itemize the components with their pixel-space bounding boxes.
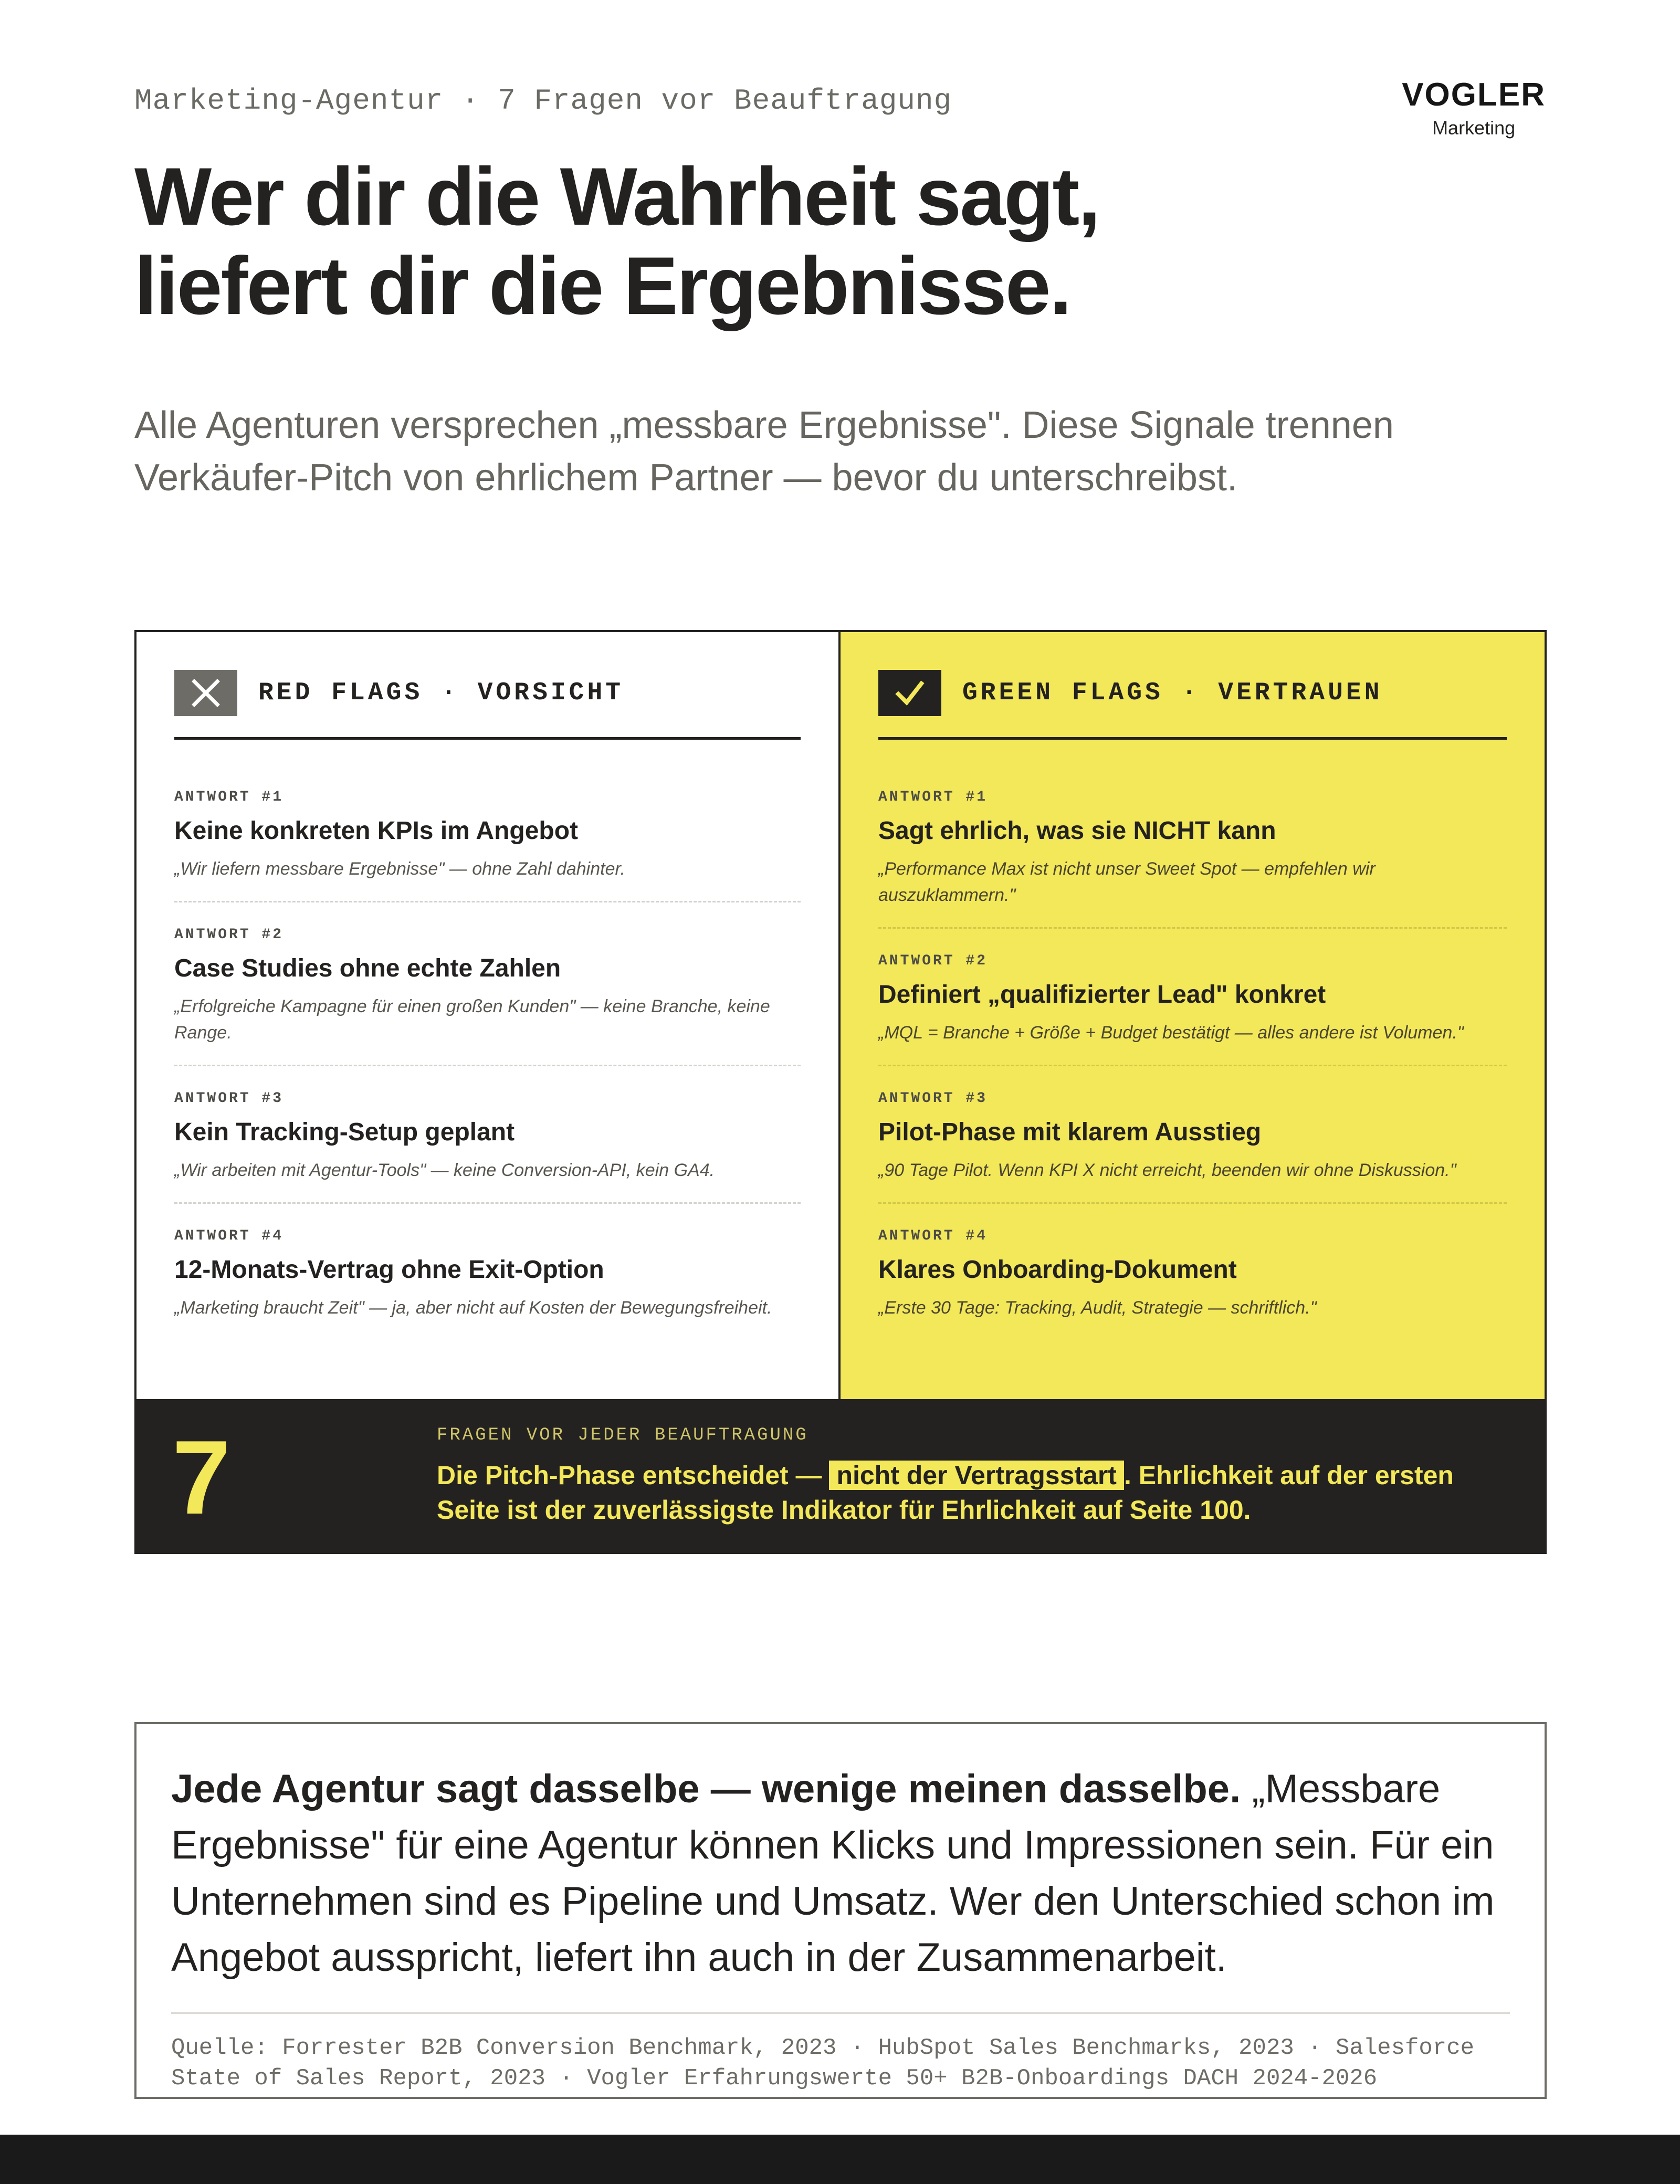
summary-bold-lead: Jede Agentur sagt dasselbe — wenige meinen dasselbe. <box>171 1767 1241 1811</box>
summary-body: „Messbare Ergebnisse" für eine Agentur können Klicks und Impressionen sein. Für ein Unternehmen sind es Pipeline und Umsatz. Wer den Unterschied schon im Angebot ausspricht, liefert ihn auch in der Zusammenarbeit. <box>171 1767 1495 1980</box>
intro-text: Alle Agenturen versprechen „messbare Ergebnisse". Diese Signale trennen Verkäufer-Pitch von ehrlichem Partner — bevor du unterschreibst. <box>134 404 1394 499</box>
green-flags-label: GREEN FLAGS · VERTRAUEN <box>962 679 1383 707</box>
red-flags-header <box>174 670 801 740</box>
list-item <box>174 902 801 1066</box>
callout-highlight: nicht der Vertragsstart <box>829 1461 1124 1490</box>
list-item <box>878 929 1507 1066</box>
item-title: Pilot-Phase mit klarem Ausstieg <box>878 1118 1262 1146</box>
red-flags-column <box>136 632 841 1400</box>
divider <box>171 2012 1510 2014</box>
brand-logo <box>1402 79 1546 138</box>
callout-text-after: . Ehrlichkeit auf der ersten Seite ist der zuverlässigste Indikator für Ehrlichkeit auf Seite 100. <box>437 1461 1454 1525</box>
item-quote: „Erfolgreiche Kampagne für einen großen Kunden" — keine Branche, keine Range. <box>174 996 770 1043</box>
item-title: Definiert „qualifizierter Lead" konkret <box>878 981 1326 1009</box>
list-item <box>878 1066 1507 1204</box>
item-quote: „Erste 30 Tage: Tracking, Audit, Strategie — schriftlich." <box>878 1298 1317 1318</box>
green-flags-column <box>841 632 1545 1400</box>
flags-comparison-panel <box>134 630 1547 1402</box>
item-quote: „90 Tage Pilot. Wenn KPI X nicht erreicht, beenden wir ohne Diskussion." <box>878 1160 1456 1180</box>
brand-subtitle: Marketing <box>1432 117 1516 139</box>
summary-quote-box <box>134 1722 1547 2099</box>
x-icon <box>174 670 237 716</box>
item-title: Keine konkreten KPIs im Angebot <box>174 817 579 845</box>
item-quote: „Wir liefern messbare Ergebnisse" — ohne Zahl dahinter. <box>174 859 625 879</box>
item-quote: „Performance Max ist nicht unser Sweet Spot — empfehlen wir auszuklammern." <box>878 859 1376 905</box>
page-headline <box>134 152 1099 331</box>
item-title: Kein Tracking-Setup geplant <box>174 1118 515 1146</box>
footer-bar <box>0 2135 1680 2184</box>
brand-name: VOGLER <box>1402 77 1546 113</box>
list-item <box>174 1066 801 1204</box>
item-number: ANTWORT #4 <box>878 1228 988 1244</box>
item-number: ANTWORT #3 <box>174 1090 284 1107</box>
callout-text-before: Die Pitch-Phase entscheidet — <box>437 1461 830 1490</box>
item-title: Case Studies ohne echte Zahlen <box>174 954 561 982</box>
headline-line-1: Wer dir die Wahrheit sagt, <box>134 151 1099 243</box>
item-title: 12-Monats-Vertrag ohne Exit-Option <box>174 1256 604 1284</box>
green-flags-header <box>878 670 1507 740</box>
green-flags-list <box>878 765 1507 1340</box>
item-number: ANTWORT #1 <box>174 789 284 805</box>
list-item <box>174 765 801 902</box>
item-number: ANTWORT #2 <box>174 927 284 943</box>
callout-label: FRAGEN VOR JEDER BEAUFTRAGUNG <box>437 1425 808 1445</box>
check-icon <box>878 670 941 716</box>
source-citation: Quelle: Forrester B2B Conversion Benchmark, 2023 · HubSpot Sales Benchmarks, 2023 · Salesforce State of Sales Report, 2023 · Vogler Erfahrungswerte 50+ B2B-Onboardings DACH 2024-2026 <box>171 2035 1475 2092</box>
red-flags-list <box>174 765 801 1340</box>
item-quote: „Marketing braucht Zeit" — ja, aber nicht auf Kosten der Bewegungsfreiheit. <box>174 1298 772 1318</box>
callout-banner <box>134 1399 1547 1554</box>
summary-text <box>171 1761 1510 1986</box>
item-title: Sagt ehrlich, was sie NICHT kann <box>878 817 1276 845</box>
headline-line-2: liefert dir die Ergebnisse. <box>134 240 1070 332</box>
list-item <box>174 1204 801 1340</box>
item-number: ANTWORT #1 <box>878 789 988 805</box>
item-quote: „Wir arbeiten mit Agentur-Tools" — keine Conversion-API, kein GA4. <box>174 1160 715 1180</box>
list-item <box>878 1204 1507 1340</box>
item-number: ANTWORT #4 <box>174 1228 284 1244</box>
eyebrow-label: Marketing-Agentur · 7 Fragen vor Beauftragung <box>134 84 952 118</box>
list-item <box>878 765 1507 929</box>
item-number: ANTWORT #3 <box>878 1090 988 1107</box>
callout-text <box>437 1458 1513 1527</box>
callout-number: 7 <box>172 1419 231 1536</box>
item-quote: „MQL = Branche + Größe + Budget bestätigt — alles andere ist Volumen." <box>878 1023 1464 1043</box>
item-number: ANTWORT #2 <box>878 953 988 969</box>
item-title: Klares Onboarding-Dokument <box>878 1256 1237 1284</box>
red-flags-label: RED FLAGS · VORSICHT <box>258 679 624 707</box>
